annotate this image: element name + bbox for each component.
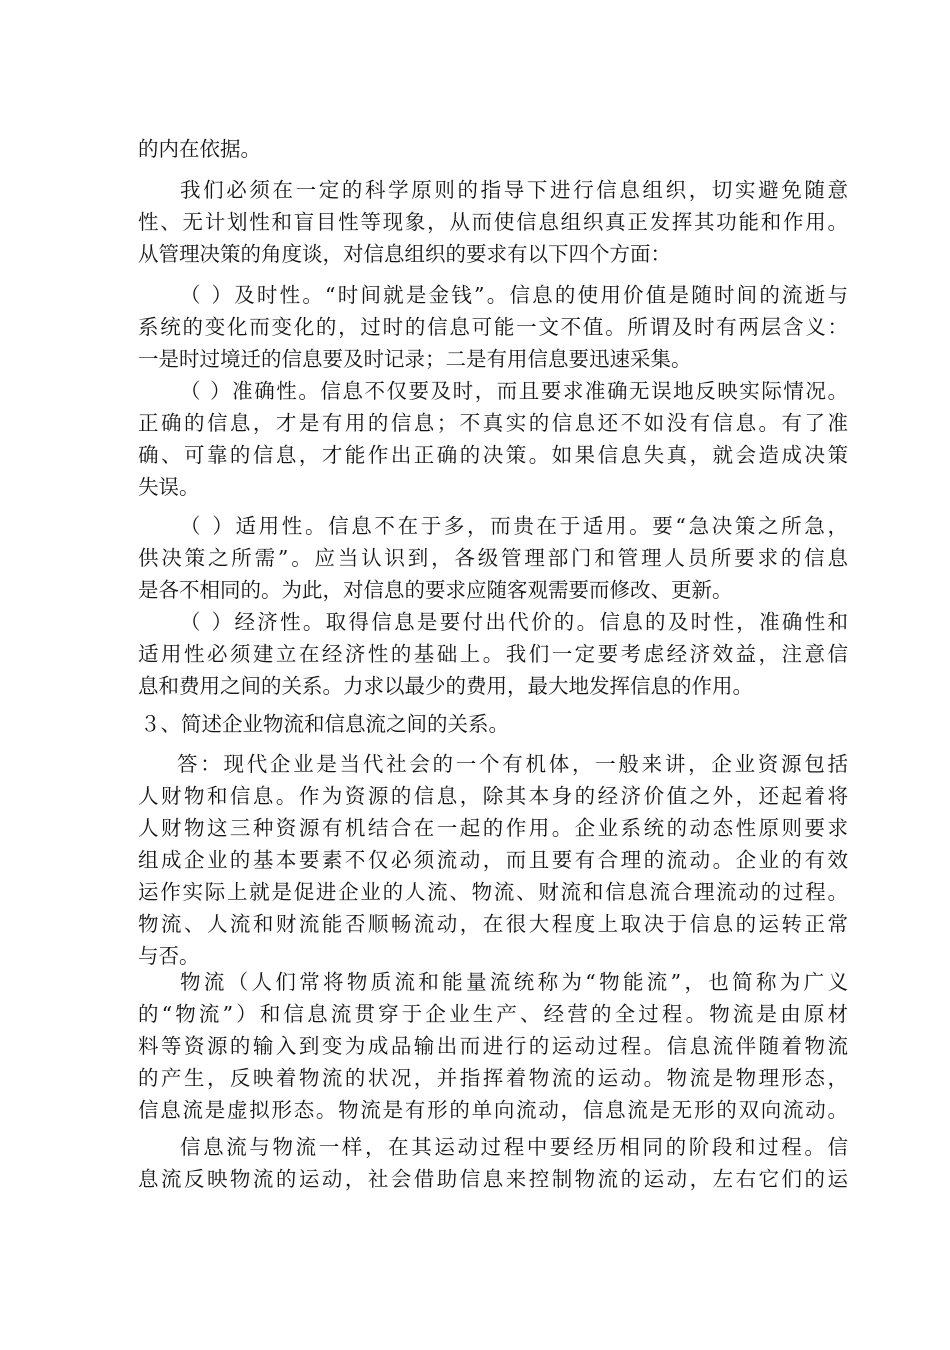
text-line: 一是时过境迁的信息要及时记录；二是有用信息要迅速采集。	[138, 347, 692, 371]
text-line: 信息流与物流一样，在其运动过程中要经历相同的阶段和过程。信	[180, 1135, 848, 1159]
text-line: 是各不相同的。为此，对信息的要求应随客观需要而修改、更新。	[138, 578, 733, 602]
text-line: （ ）及时性。“时间就是金钱”。信息的使用价值是随时间的流逝与	[180, 283, 848, 307]
text-line: 的内在依据。	[138, 137, 261, 161]
text-line: 料等资源的输入到变为成品输出而进行的运动过程。信息流伴随着物流	[138, 1034, 848, 1058]
text-line: 人财物和信息。作为资源的信息，除其本身的经济价值之外，还起着将	[138, 784, 848, 808]
text-line: 我们必须在一定的科学原则的指导下进行信息组织，切实避免随意	[180, 178, 848, 202]
text-line: 供决策之所需”。应当认识到，各级管理部门和管理人员所要求的信息	[138, 546, 848, 570]
text-line: 适用性必须建立在经济性的基础上。我们一定要考虑经济效益，注意信	[138, 642, 848, 666]
question-heading: ３、简述企业物流和信息流之间的关系。	[140, 712, 509, 736]
text-line: 物流（人们常将物质流和能量流统称为“物能流”，也简称为广义	[180, 970, 848, 994]
text-line: 确、可靠的信息，才能作出正确的决策。如果信息失真，就会造成决策	[138, 443, 848, 467]
text-line: 息和费用之间的关系。力求以最少的费用，最大地发挥信息的作用。	[138, 674, 753, 698]
text-line: 从管理决策的角度谈，对信息组织的要求有以下四个方面：	[138, 242, 671, 266]
text-line: 运作实际上就是促进企业的人流、物流、财流和信息流合理流动的过程。	[138, 880, 848, 904]
text-line: 物流、人流和财流能否顺畅流动，在很大程度上取决于信息的运转正常	[138, 912, 848, 936]
text-line: 性、无计划性和盲目性等现象，从而使信息组织真正发挥其功能和作用。	[138, 210, 848, 234]
text-line: 息流反映物流的运动，社会借助信息来控制物流的运动，左右它们的运	[138, 1167, 848, 1191]
text-line: 组成企业的基本要素不仅必须流动，而且要有合理的流动。企业的有效	[138, 848, 848, 872]
text-line: 的产生，反映着物流的状况，并指挥着物流的运动。物流是物理形态，	[138, 1066, 848, 1090]
text-line: 的“物流”）和信息流贯穿于企业生产、经营的全过程。物流是由原材	[138, 1002, 848, 1026]
text-line: （ ）准确性。信息不仅要及时，而且要求准确无误地反映实际情况。	[180, 379, 848, 403]
text-line: 系统的变化而变化的，过时的信息可能一文不值。所谓及时有两层含义：	[138, 315, 848, 339]
text-line: 人财物这三种资源有机结合在一起的作用。企业系统的动态性原则要求	[138, 816, 848, 840]
text-line: 正确的信息，才是有用的信息；不真实的信息还不如没有信息。有了准	[138, 411, 848, 435]
text-line: 答：现代企业是当代社会的一个有机体，一般来讲，企业资源包括	[177, 752, 848, 776]
text-line: 失误。	[138, 475, 200, 499]
text-line: 信息流是虚拟形态。物流是有形的单向流动，信息流是无形的双向流动。	[138, 1098, 848, 1122]
text-line: 与否。	[138, 944, 200, 968]
text-line: （ ）适用性。信息不在于多，而贵在于适用。要“急决策之所急，	[180, 514, 848, 538]
text-line: （ ）经济性。取得信息是要付出代价的。信息的及时性，准确性和	[180, 610, 848, 634]
